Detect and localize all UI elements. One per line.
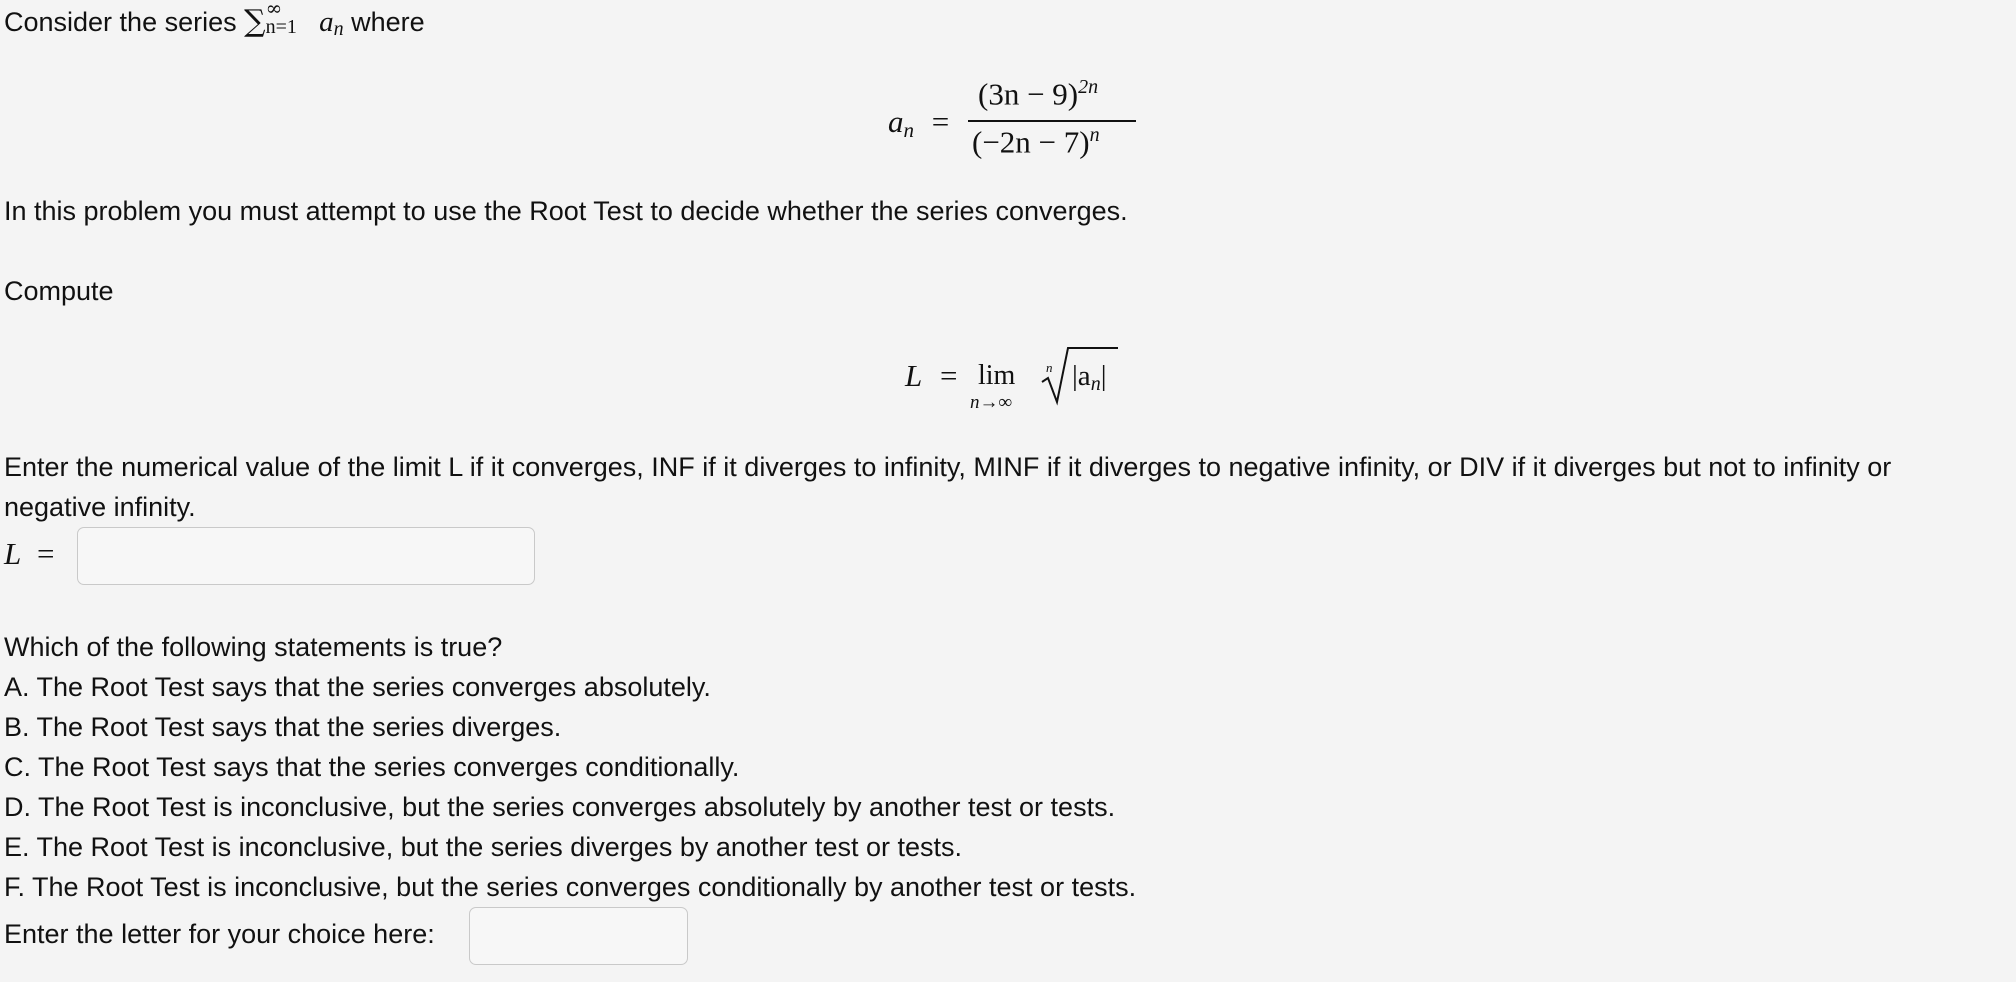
- choice-a: A. The Root Test says that the series converges absolutely.: [4, 672, 711, 702]
- intro-prefix: Consider the series: [4, 7, 237, 37]
- series-term: an: [319, 6, 344, 40]
- choice-d: D. The Root Test is inconclusive, but the series converges absolutely by another test or tests.: [4, 792, 1116, 822]
- limit-prompt-line2: negative infinity.: [4, 492, 196, 522]
- lim-operator: lim: [978, 360, 1016, 391]
- choice-f: F. The Root Test is inconclusive, but the series converges conditionally by another test or tests.: [4, 872, 1137, 902]
- instruction-text: In this problem you must attempt to use the Root Test to decide whether the series converges.: [4, 196, 1128, 226]
- an-numerator: $(3n - 9)^{2n}$: [978, 76, 1099, 112]
- choice-e: E. The Root Test is inconclusive, but the series diverges by another test or tests.: [4, 832, 962, 862]
- L-lhs: L =: [905, 358, 958, 393]
- L-input-label: L =: [4, 536, 55, 571]
- compute-label: Compute: [4, 276, 114, 306]
- summation-upper: ∞: [265, 0, 283, 20]
- fraction-bar: [968, 120, 1136, 122]
- radicand: |an|: [1072, 360, 1107, 395]
- summation-symbol: ∑: [244, 4, 266, 39]
- choice-prompt: Enter the letter for your choice here:: [4, 919, 435, 949]
- summation-limits: [265, 0, 312, 42]
- choice-letter-input[interactable]: [469, 907, 688, 965]
- choice-b: B. The Root Test says that the series diverges.: [4, 712, 562, 742]
- limit-prompt-line1: Enter the numerical value of the limit L if it converges, INF if it diverges to infinity, MINF if it diverges to negative infinity, or DIV if it diverges but not to infinity or: [4, 452, 1892, 482]
- an-lhs: an =: [888, 104, 950, 142]
- question-text: Which of the following statements is true?: [4, 632, 503, 662]
- lim-subscript: n→∞: [970, 392, 1013, 413]
- intro-line: [4, 0, 425, 42]
- root-index: n: [1046, 360, 1053, 375]
- L-answer-input[interactable]: [77, 527, 535, 585]
- choice-c: C. The Root Test says that the series converges conditionally.: [4, 752, 740, 782]
- an-denominator: $(-2n - 7)^n$: [972, 124, 1100, 160]
- intro-suffix: where: [351, 7, 425, 37]
- summation-lower: n=1: [265, 15, 297, 38]
